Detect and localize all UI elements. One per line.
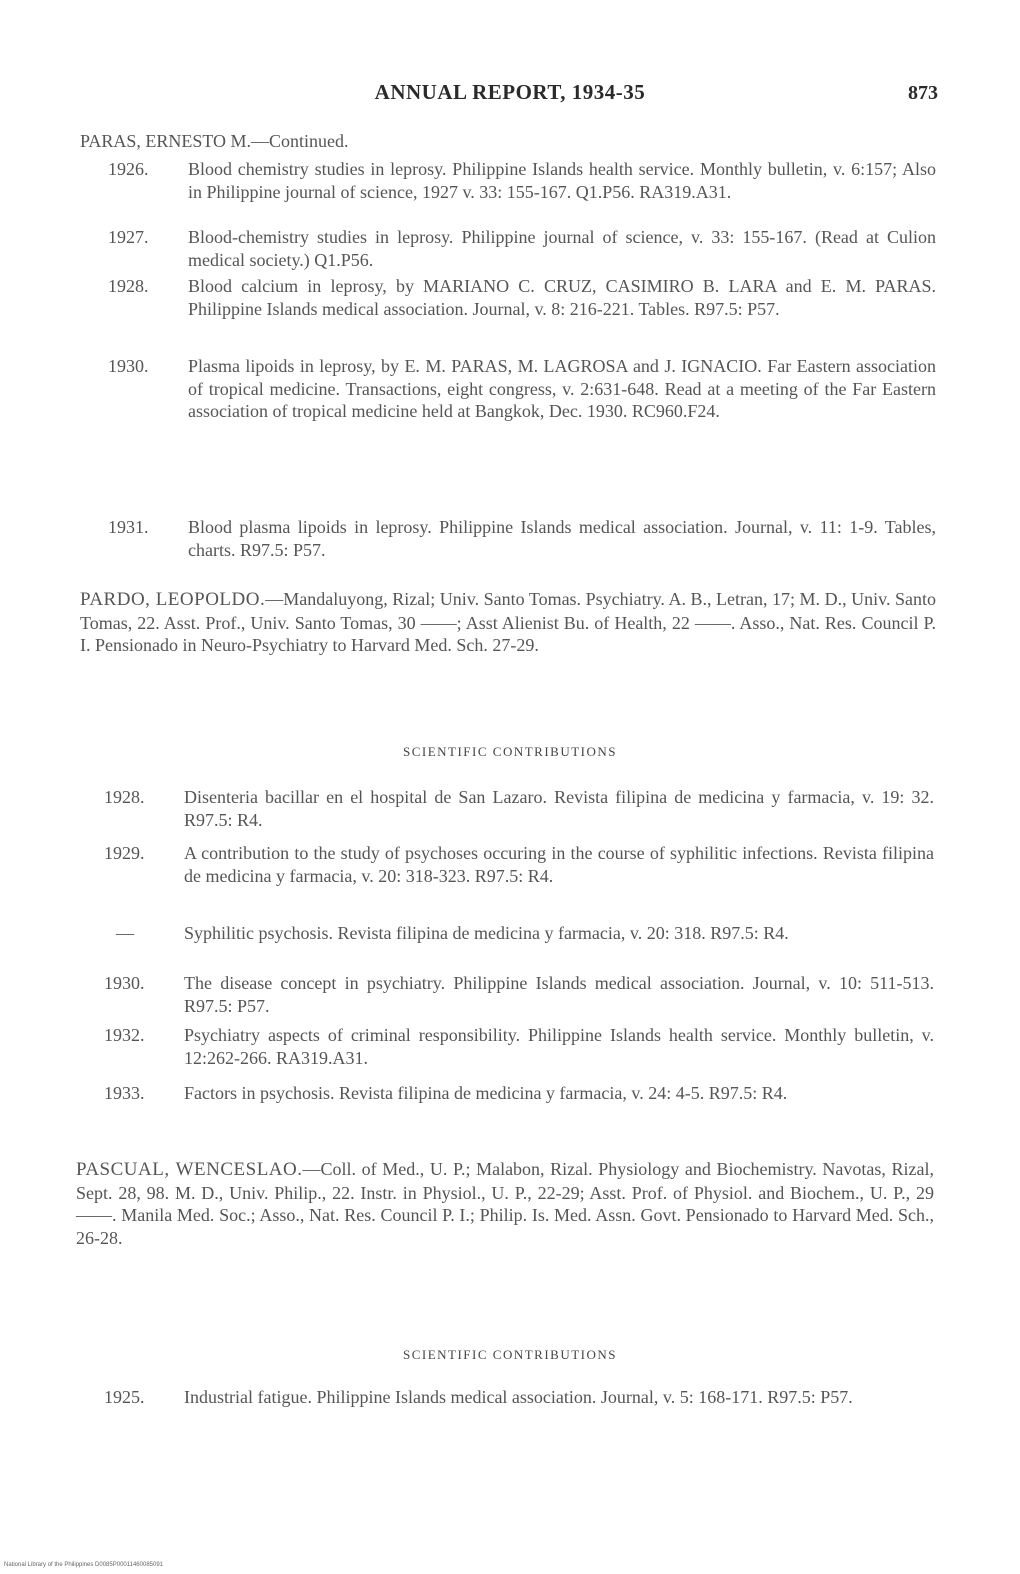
contribution-year: 1927.	[108, 227, 149, 247]
contribution-text: Psychiatry aspects of criminal responsibility. Philippine Islands health service. Monthly bulletin, v. 12:262-266. RA319.A31.	[184, 1025, 934, 1068]
contribution-text: Industrial fatigue. Philippine Islands medical association. Journal, v. 5: 168-171. R97.5: P57.	[184, 1387, 853, 1407]
contribution-year: 1932.	[104, 1025, 145, 1045]
contribution-year: 1925.	[104, 1387, 145, 1407]
page-number: 873	[908, 82, 938, 104]
section-title: SCIENTIFIC CONTRIBUTIONS	[402, 1347, 618, 1362]
contribution-text: A contribution to the study of psychoses occuring in the course of syphilitic infections. Revista filipina de medicina y farmacia, v. 20: 318-323. R97.5: R4.	[184, 843, 934, 886]
contribution-year: 1926.	[108, 159, 149, 179]
contribution-year: 1928.	[104, 787, 145, 807]
contribution-year: 1930.	[104, 973, 145, 993]
contribution-text: Blood chemistry studies in leprosy. Philippine Islands health service. Monthly bulletin, v. 6:157; Also in Philippine journal of science, 1927 v. 33: 155-167. Q1.P56. RA319.A31.	[188, 159, 936, 202]
contribution-text: Blood-chemistry studies in leprosy. Philippine journal of science, v. 33: 155-167. (Read at Culion medical society.) Q1.P56.	[188, 227, 936, 270]
scan-footer: National Library of the Philippines D0085P00011460085091	[4, 1562, 164, 1568]
contribution-year: 1931.	[108, 517, 149, 537]
pardo-bio: —Mandaluyong, Rizal; Univ. Santo Tomas. Psychiatry. A. B., Letran, 17; M. D., Univ. Santo Tomas, 22. Asst. Prof., Univ. Santo Tomas, 30 ——; Asst Alienist Bu. of Health, 22 ——. Asso., Nat. Res. Council P. I. Pensionado in Neuro-Psychiatry to Harvard Med. Sch. 27-29.	[80, 589, 936, 655]
pardo-bio-entry	[80, 588, 936, 657]
contribution-text: Blood plasma lipoids in leprosy. Philippine Islands medical association. Journal, v. 11: 1-9. Tables, charts. R97.5: P57.	[188, 517, 936, 560]
contribution-text: Factors in psychosis. Revista filipina de medicina y farmacia, v. 24: 4-5. R97.5: R4.	[184, 1083, 788, 1103]
running-title: ANNUAL REPORT, 1934-35	[374, 80, 646, 104]
contribution-year: 1928.	[108, 276, 149, 296]
pascual-bio: —Coll. of Med., U. P.; Malabon, Rizal. Physiology and Biochemistry. Navotas, Rizal, Sept. 28, 98. M. D., Univ. Philip., 22. Instr. in Physiol., U. P., 22-29; Asst. Prof. of Physiol. and Biochem., U. P., 29 ——. Manila Med. Soc.; Asso., Nat. Res. Council P. I.; Philip. Is. Med. Assn. Govt. Pensionado to Harvard Med. Sch., 26-28.	[76, 1159, 934, 1248]
contribution-year: 1929.	[104, 843, 145, 863]
contribution-text: Syphilitic psychosis. Revista filipina de medicina y farmacia, v. 20: 318. R97.5: R4.	[184, 923, 789, 943]
paras-heading: PARAS, ERNESTO M.—Continued.	[80, 131, 349, 151]
pascual-name: PASCUAL, WENCESLAO.	[76, 1159, 303, 1180]
contribution-year: 1933.	[104, 1083, 145, 1103]
contribution-text: The disease concept in psychiatry. Philippine Islands medical association. Journal, v. 10: 511-513. R97.5: P57.	[184, 973, 934, 1016]
pardo-name: PARDO, LEOPOLDO.	[80, 589, 266, 610]
contribution-text: Plasma lipoids in leprosy, by E. M. PARAS, M. LAGROSA and J. IGNACIO. Far Eastern association of tropical medicine. Transactions, eight congress, v. 2:631-648. Read at a meeting of the Far Eastern association of tropical medicine held at Bangkok, Dec. 1930. RC960.F24.	[188, 356, 936, 421]
contribution-text: Disenteria bacillar en el hospital de San Lazaro. Revista filipina de medicina y farmacia, v. 19: 32. R97.5: R4.	[184, 787, 934, 830]
section-title: SCIENTIFIC CONTRIBUTIONS	[402, 744, 618, 759]
pascual-bio-entry	[76, 1158, 934, 1249]
page-header	[0, 80, 1020, 110]
contribution-year: —	[116, 923, 134, 943]
contribution-text: Blood calcium in leprosy, by MARIANO C. CRUZ, CASIMIRO B. LARA and E. M. PARAS. Philippine Islands medical association. Journal, v. 8: 216-221. Tables. R97.5: P57.	[188, 276, 936, 319]
contribution-year: 1930.	[108, 356, 149, 376]
